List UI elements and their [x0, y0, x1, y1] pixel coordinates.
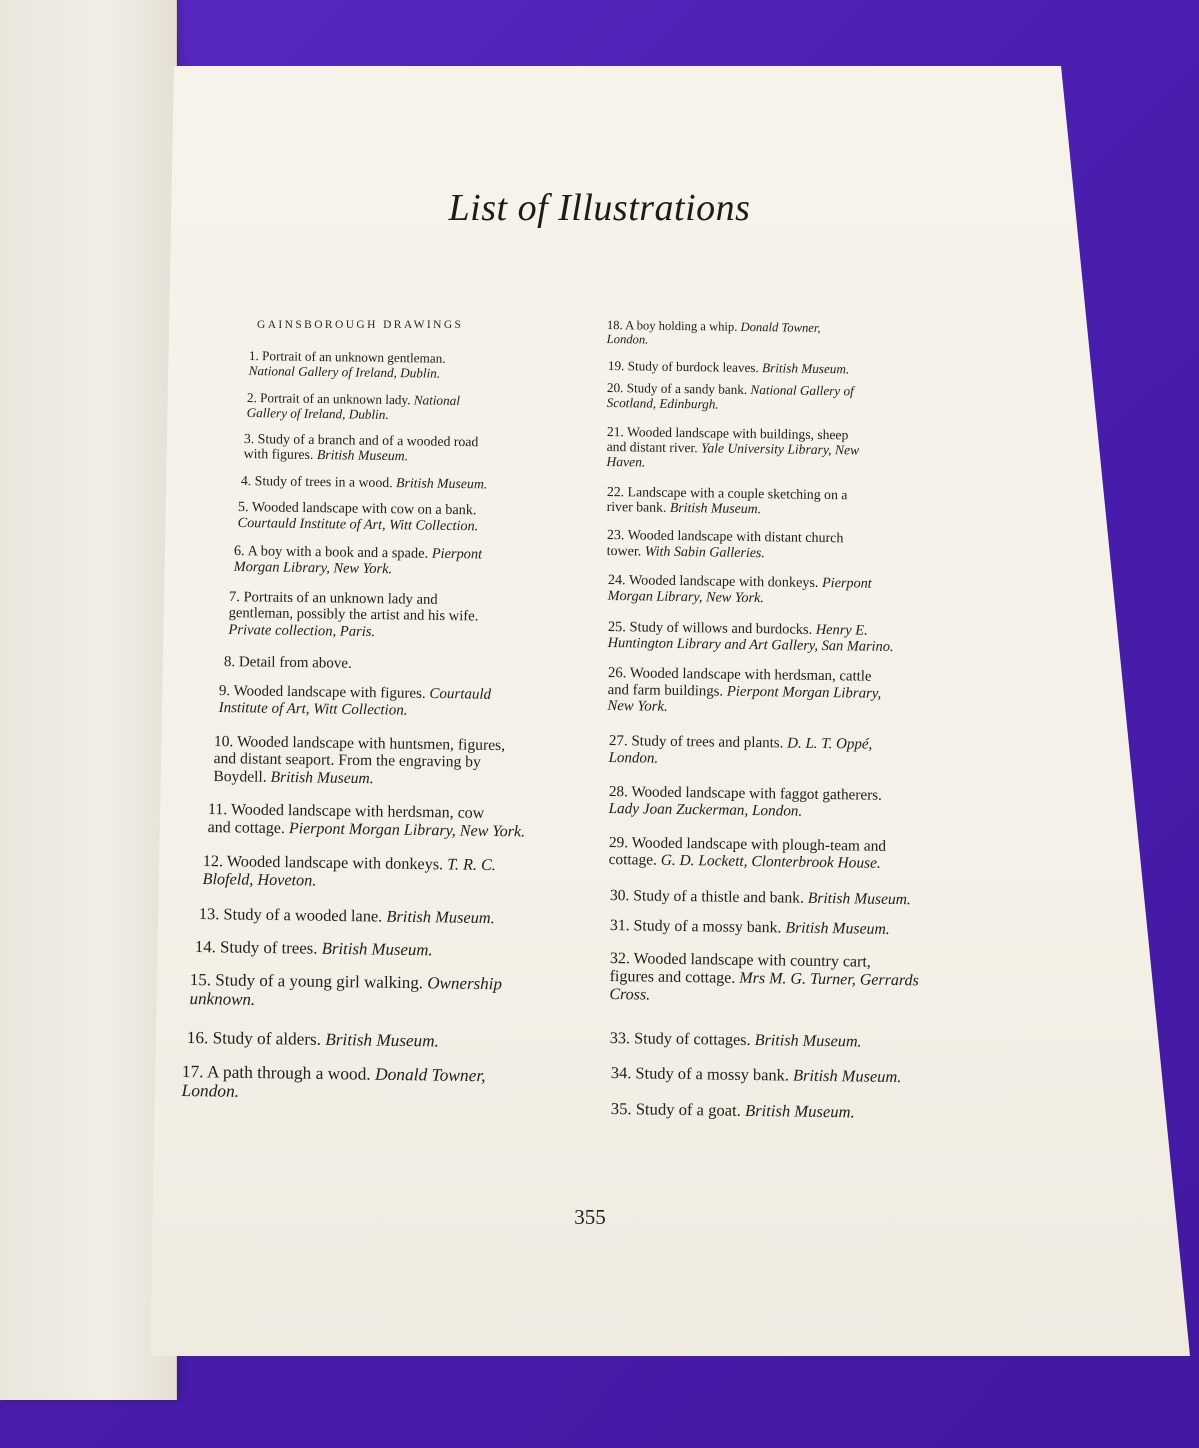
item-source: With Sabin Galleries. [644, 544, 766, 561]
item-number: 11. [207, 801, 228, 819]
item-description: Landscape with a couple sketching on a [627, 484, 848, 503]
item-source: British Museum. [270, 768, 374, 788]
list-item [189, 970, 502, 1012]
item-description: A path through a wood. [206, 1061, 371, 1084]
item-number: 30. [609, 887, 630, 905]
item-source: National Gallery of Ireland, Dublin. [248, 362, 441, 381]
item-source: British Museum. [754, 1031, 862, 1051]
item-number: 19. [607, 358, 625, 374]
item-number: 29. [608, 834, 629, 852]
item-source: British Museum. [792, 1065, 902, 1087]
list-item [609, 733, 873, 770]
item-source: Institute of Art, Witt Collection. [218, 699, 408, 719]
item-number: 10. [213, 733, 234, 751]
item-source: National Gallery of [750, 382, 854, 399]
item-description: Study of a wooded lane. [223, 904, 383, 926]
item-source: New York. [607, 698, 668, 715]
item-number: 2. [246, 390, 257, 406]
item-description: Wooded landscape with donkeys. [226, 852, 444, 874]
item-description: Wooded landscape with herdsman, cow [230, 801, 485, 822]
item-description: Study of a thistle and bank. [633, 887, 805, 907]
item-description: A boy with a book and a spade. [247, 543, 429, 562]
item-source: Haven. [606, 454, 646, 470]
list-item [224, 654, 352, 673]
item-description: Wooded landscape with herdsman, cattle [629, 665, 872, 685]
item-source: Courtauld [429, 685, 492, 703]
list-item [181, 1062, 485, 1105]
item-source: London. [181, 1080, 240, 1102]
item-description: Study of burdock leaves. [627, 358, 759, 376]
item-number: 18. [606, 318, 623, 333]
item-source: Courtauld Institute of Art, Witt Collection. [237, 514, 479, 535]
item-number: 27. [608, 733, 628, 750]
item-source: Pierpont [821, 574, 872, 592]
item-description: with figures. [243, 446, 314, 463]
item-source: Private collection, Paris. [228, 621, 376, 640]
item-number: 32. [609, 950, 630, 968]
item-number: 6. [233, 543, 245, 560]
item-description: Study of a young girl walking. [215, 970, 424, 993]
item-number: 4. [240, 473, 252, 489]
item-number: 5. [237, 499, 249, 516]
list-item [228, 589, 478, 642]
item-number: 13. [198, 904, 220, 924]
item-description: A boy holding a whip. [625, 318, 738, 334]
item-description: Portrait of an unknown gentleman. [261, 348, 446, 366]
list-item [609, 783, 883, 821]
item-source: Cross. [609, 985, 651, 1004]
item-description: Study of alders. [212, 1028, 322, 1049]
item-source: Huntington Library and Art Gallery, San Marino. [607, 635, 894, 656]
item-description: Study of a sandy bank. [626, 380, 748, 397]
item-source: British Museum. [386, 906, 495, 928]
item-source: Pierpont [431, 545, 483, 563]
item-source: Morgan Library, New York. [607, 587, 765, 607]
item-source: Ownership [427, 973, 503, 994]
item-source: T. R. C. [447, 855, 497, 875]
item-description: and cottage. [207, 818, 286, 837]
item-source: British Museum. [395, 475, 488, 492]
item-source: British Museum. [807, 889, 912, 909]
item-description: Wooded landscape with donkeys. [628, 572, 819, 591]
item-source: British Museum. [785, 919, 890, 938]
item-number: 34. [610, 1063, 632, 1083]
item-source: Scotland, Edinburgh. [606, 394, 719, 412]
item-source: London. [606, 332, 649, 347]
item-number: 26. [607, 665, 627, 682]
item-description: Study of willows and burdocks. [629, 619, 813, 638]
list-item [608, 573, 872, 608]
item-source: Donald Towner, [740, 319, 821, 335]
item-number: 1. [248, 348, 259, 364]
item-description: Boydell. [213, 767, 267, 786]
item-description: Wooded landscape with huntsmen, figures, [236, 733, 506, 755]
item-description: and distant seaport. From the engraving by [213, 750, 481, 772]
item-number: 7. [228, 589, 240, 606]
item-number: 14. [194, 937, 216, 957]
item-source: Pierpont Morgan Library, New York. [288, 820, 526, 841]
item-source: British Museum. [744, 1100, 855, 1122]
item-number: 23. [606, 528, 625, 544]
list-item [611, 1100, 855, 1122]
list-item [249, 349, 446, 381]
list-item [247, 391, 460, 424]
item-source: British Museum. [321, 938, 433, 960]
list-item [244, 431, 479, 465]
item-description: Detail from above. [238, 654, 352, 672]
item-description: Study of a branch and of a wooded road [257, 431, 479, 450]
list-item [202, 852, 496, 892]
item-source: British Museum. [669, 500, 762, 517]
list-item [219, 683, 492, 720]
item-description: Study of trees and plants. [631, 733, 784, 752]
item-description: Wooded landscape with figures. [233, 683, 426, 702]
item-description: and farm buildings. [607, 681, 724, 700]
item-number: 12. [202, 852, 224, 871]
item-source: Mrs M. G. Turner, Gerrards [739, 969, 919, 990]
item-description: figures and cottage. [609, 967, 736, 987]
item-description: Portrait of an unknown lady. [259, 390, 411, 408]
item-number: 25. [607, 619, 626, 636]
item-number: 28. [608, 783, 628, 801]
list-item [607, 318, 821, 349]
item-source: Pierpont Morgan Library, [726, 683, 882, 702]
item-number: 22. [606, 484, 625, 500]
list-item [238, 500, 479, 535]
item-source: unknown. [189, 989, 256, 1009]
item-description: tower. [606, 543, 642, 560]
section-heading: GAINSBOROUGH DRAWINGS [257, 319, 464, 331]
item-description: Study of trees. [219, 937, 318, 958]
item-number: 33. [609, 1029, 631, 1048]
item-description: Portraits of an unknown lady and [243, 589, 438, 608]
list-item [610, 1029, 862, 1051]
item-number: 15. [189, 970, 212, 990]
item-description: Study of a goat. [635, 1099, 742, 1120]
list-item [234, 543, 483, 579]
list-item [606, 424, 859, 473]
item-source: British Museum. [316, 447, 409, 464]
item-source: Blofeld, Hoveton. [202, 870, 317, 890]
list-item [187, 1028, 439, 1051]
item-number: 20. [606, 380, 624, 396]
list-item [608, 619, 894, 655]
item-number: 24. [607, 572, 626, 589]
item-source: Yale University Library, New [700, 440, 860, 458]
item-description: Study of cottages. [634, 1029, 751, 1049]
item-number: 35. [610, 1099, 632, 1119]
list-item [195, 938, 433, 960]
item-description: Wooded landscape with country cart, [633, 950, 871, 971]
item-source: Henry E. [815, 621, 868, 639]
item-source: British Museum. [761, 360, 850, 377]
item-description: Study of trees in a wood. [254, 473, 393, 491]
item-number: 31. [609, 917, 630, 935]
item-description: Wooded landscape with cow on a bank. [251, 499, 477, 519]
item-description: and distant river. [606, 439, 698, 456]
item-number: 16. [186, 1028, 209, 1048]
list-item [213, 733, 505, 789]
item-number: 9. [218, 683, 231, 700]
page-number: 355 [574, 1205, 606, 1229]
item-source: British Museum. [325, 1029, 440, 1051]
item-number: 3. [243, 431, 255, 447]
item-source: Lady Joan Zuckerman, London. [608, 800, 803, 820]
page-title: List of Illustrations [448, 187, 751, 229]
item-source: London. [608, 749, 659, 767]
item-description: Wooded landscape with plough-team and [631, 834, 887, 855]
item-description: Study of a mossy bank. [635, 1063, 790, 1085]
list-item [609, 950, 919, 1008]
item-description: Wooded landscape with buildings, sheep [626, 424, 849, 443]
list-item [609, 834, 887, 872]
item-description: Study of a mossy bank. [633, 917, 782, 937]
item-source: Morgan Library, New York. [233, 559, 393, 578]
item-source: Gallery of Ireland, Dublin. [246, 404, 389, 422]
item-source: Donald Towner, [374, 1063, 486, 1086]
item-description: cottage. [608, 851, 658, 869]
item-source: D. L. T. Oppé, [787, 735, 873, 753]
list-item [607, 528, 844, 563]
item-number: 21. [606, 424, 624, 440]
item-description: gentleman, possibly the artist and his wife. [228, 605, 479, 625]
list-item [207, 801, 525, 841]
item-description: Wooded landscape with distant church [627, 528, 844, 547]
list-item [607, 484, 848, 518]
list-item [607, 381, 854, 414]
item-source: National [413, 392, 461, 408]
item-number: 8. [223, 654, 236, 671]
list-item [607, 665, 881, 719]
item-description: river bank. [606, 499, 667, 516]
item-source: G. D. Lockett, Clonterbrook House. [660, 851, 881, 873]
item-description: Wooded landscape with faggot gatherers. [631, 783, 883, 804]
item-number: 17. [181, 1061, 204, 1082]
